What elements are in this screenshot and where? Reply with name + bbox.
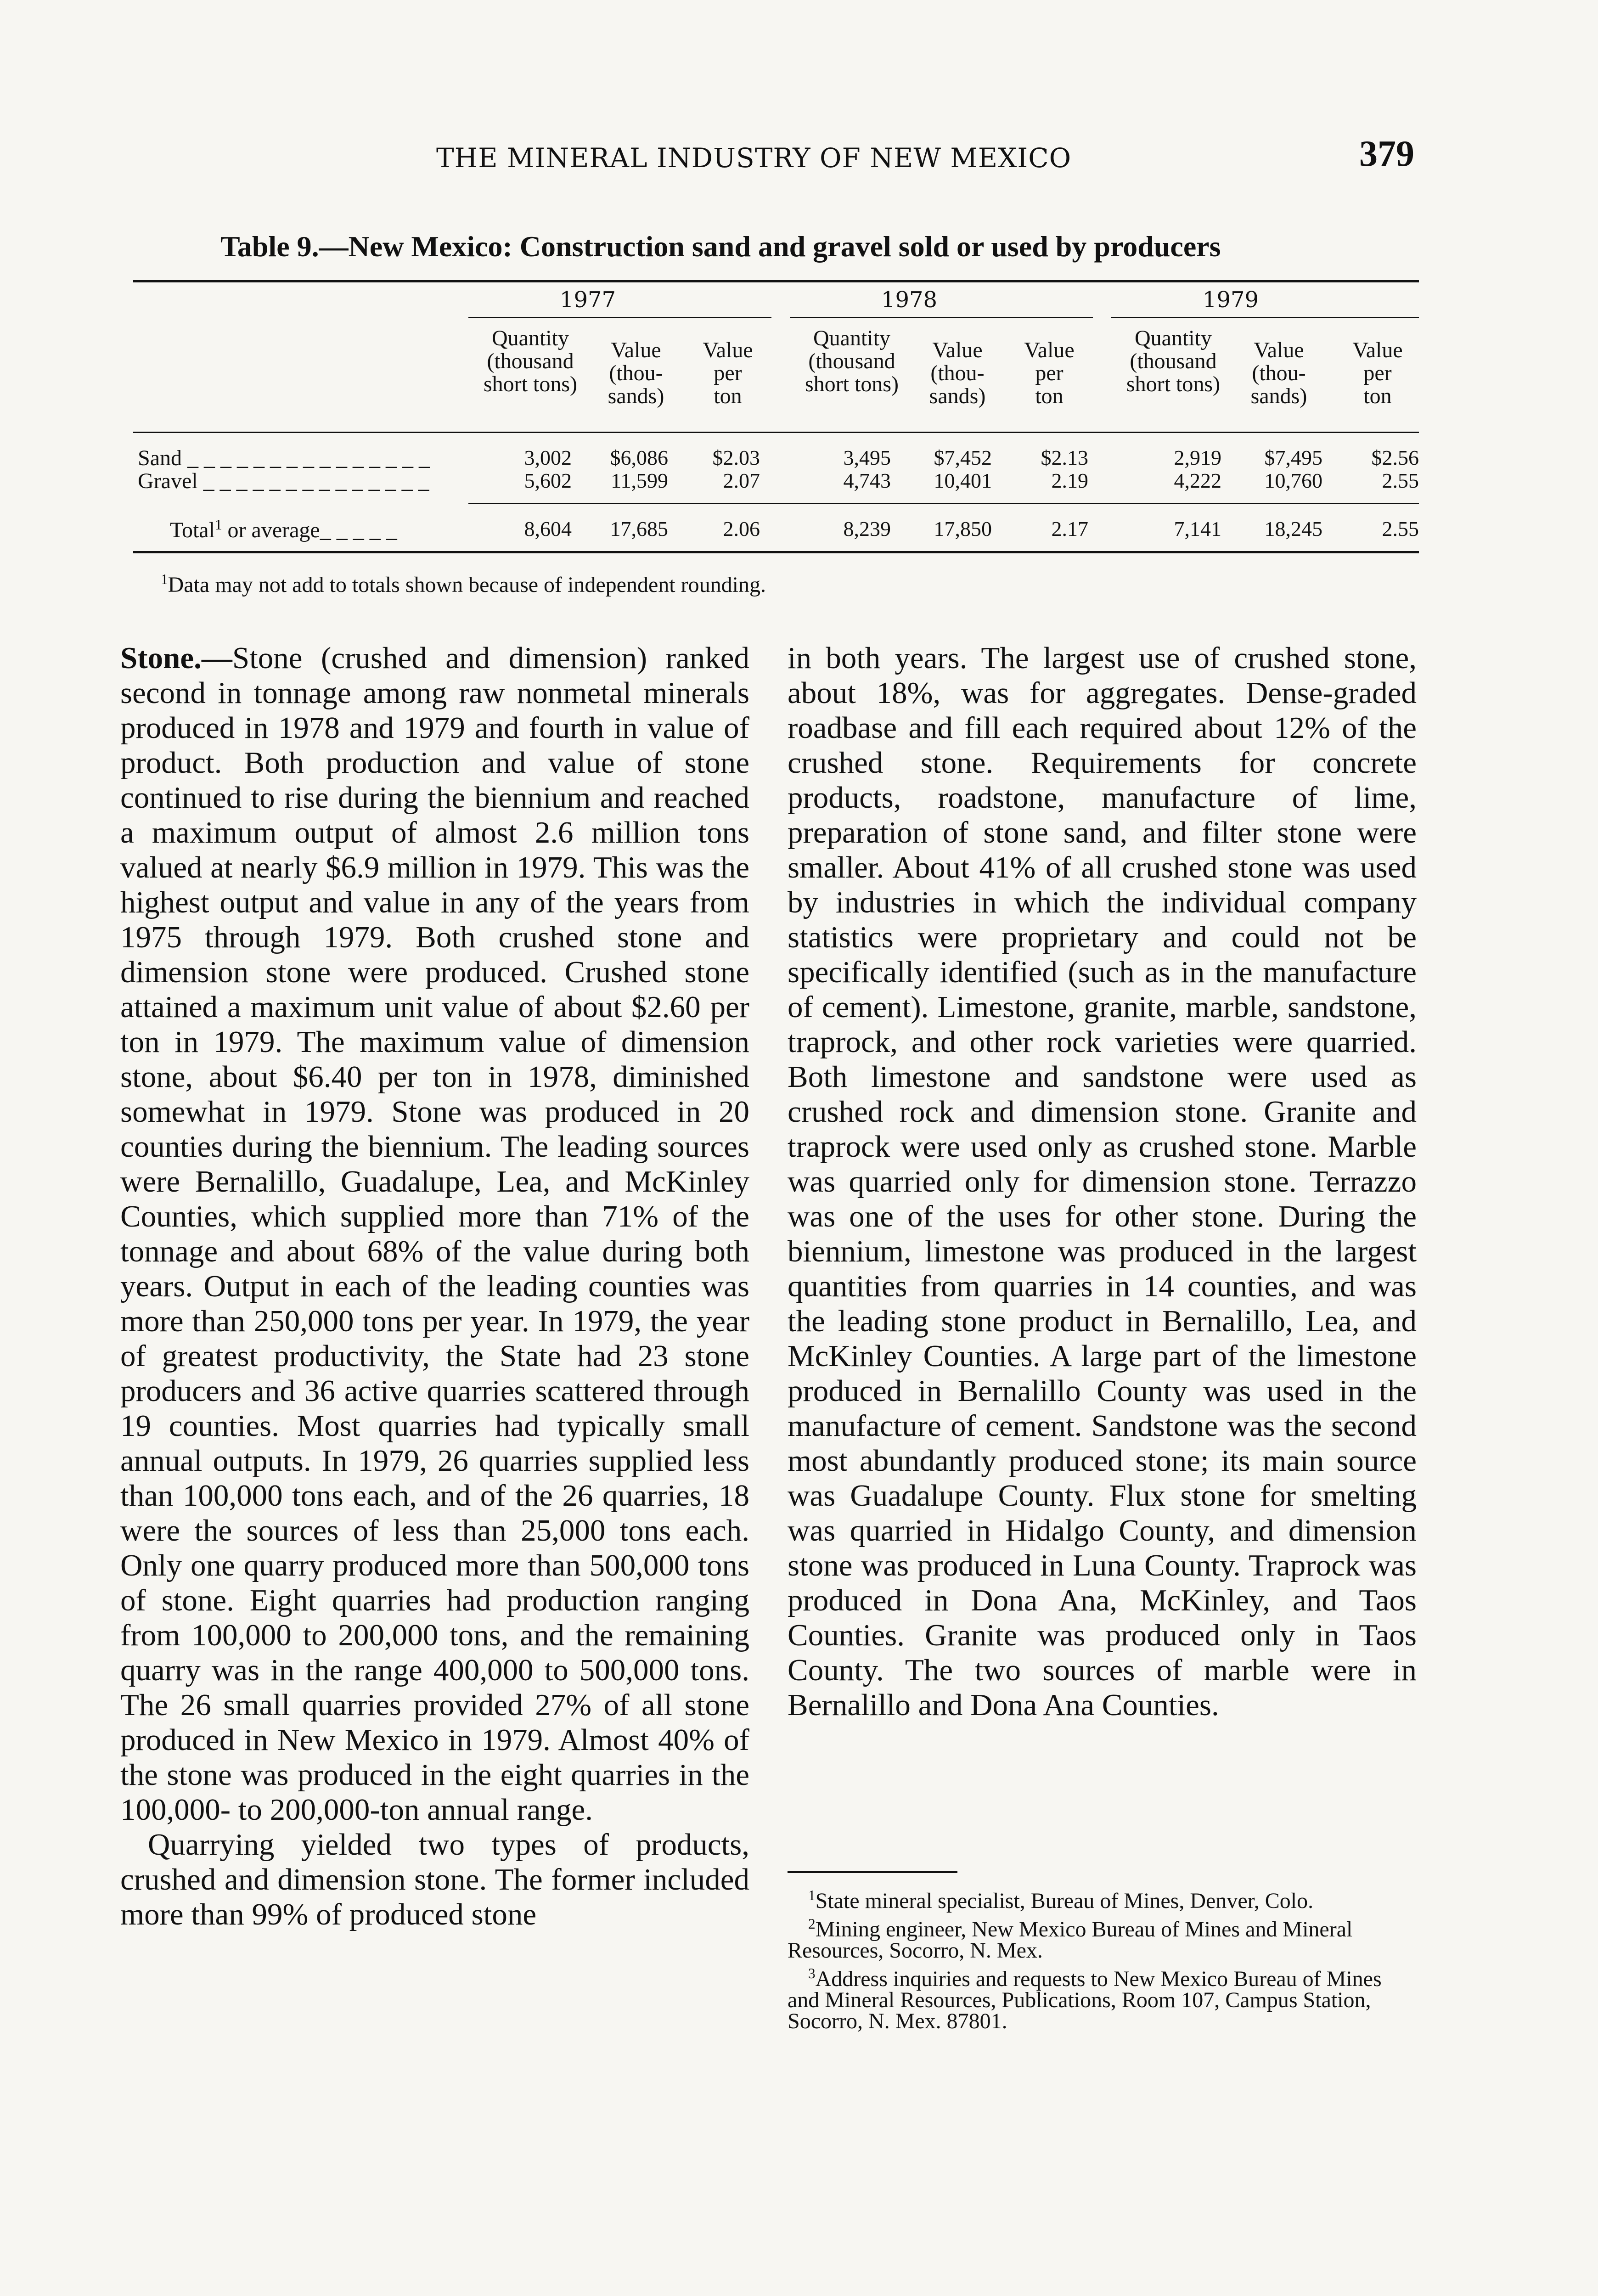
table-footnote: $^1$Data may not add to totals shown because of independent rounding. — [161, 571, 766, 597]
table-cell: 2.55 — [1382, 517, 1419, 540]
col-header-value-1978: Value (thou- sands) — [929, 338, 986, 408]
header-bottom-rule — [133, 432, 1419, 433]
table-cell: 8,239 — [843, 517, 891, 540]
footnotes — [788, 1885, 1417, 2034]
running-head: THE MINERAL INDUSTRY OF NEW MEXICO — [436, 142, 1072, 174]
page-number: 379 — [1359, 134, 1414, 174]
table-top-rule — [133, 280, 1419, 282]
body-column-right — [788, 641, 1417, 1722]
body-column-left — [120, 641, 749, 1932]
table-cell: $2.56 — [1371, 446, 1419, 469]
col-header-value-per-ton-1979: Value per ton — [1352, 338, 1403, 408]
table-cell: 10,401 — [934, 469, 992, 492]
table-cell: 11,599 — [611, 469, 668, 492]
table-cell: 10,760 — [1264, 469, 1322, 492]
col-header-value-1979: Value (thou- sands) — [1250, 338, 1307, 408]
year-1979-rule — [1111, 317, 1419, 318]
year-header-1978: 1978 — [881, 287, 938, 313]
row-label-gravel: Gravel _ _ _ _ _ _ _ _ _ _ _ _ _ _ — [138, 469, 429, 493]
table-cell: 2.06 — [723, 517, 760, 540]
footnote-rule — [788, 1871, 957, 1873]
col-header-value-per-ton-1978: Value per ton — [1024, 338, 1075, 408]
table-cell: 2.19 — [1051, 469, 1088, 492]
table-cell: 4,222 — [1174, 469, 1221, 492]
year-1978-rule — [790, 317, 1093, 318]
year-header-1977: 1977 — [559, 287, 616, 313]
table-cell: 4,743 — [843, 469, 891, 492]
table-cell: 2,919 — [1174, 446, 1221, 469]
table-cell: 18,245 — [1264, 517, 1322, 540]
table-cell: $7,452 — [934, 446, 992, 469]
table-cell: 3,495 — [843, 446, 891, 469]
table-cell: $2.13 — [1041, 446, 1088, 469]
total-rule — [468, 503, 1419, 504]
section-lead: Stone.— — [120, 641, 232, 675]
col-header-value-per-ton-1977: Value per ton — [703, 338, 753, 408]
table-cell: 17,850 — [934, 517, 992, 540]
row-label-sand: Sand _ _ _ _ _ _ _ _ _ _ _ _ _ _ _ — [138, 446, 430, 470]
footnote: $^3$Address inquiries and requests to New Mexico Bureau of Mines and Mineral Resources, Publications, Room 107, Campus Station, Socorro, N. Mex. 87801. — [788, 1965, 1382, 2033]
table-cell: 5,602 — [524, 469, 572, 492]
paragraph: Stone.—Stone (crushed and dimension) ranked second in tonnage among raw nonmetal minerals produced in 1978 and 1979 and fourth in value of product. Both production and value of stone continued to rise during the biennium and reached a maximum output of almost 2.6 million tons valued at nearly $6.9 million in 1979. This was the highest output and value in any of the years from 1975 through 1979. Both crushed stone and dimension stone were produced. Crushed stone attained a maximum unit value of about $2.60 per ton in 1979. The maximum value of dimension stone, about $6.40 per ton in 1978, diminished somewhat in 1979. Stone was produced in 20 counties during the biennium. The leading sources were Bernalillo, Guadalupe, Lea, and McKinley Counties, which supplied more than 71% of the tonnage and about 68% of the value during both years. Output in each of the leading counties was more than 250,000 tons per year. In 1979, the year of greatest productivity, the State had 23 stone producers and 36 active quarries scattered through 19 counties. Most quarries had typically small annual outputs. In 1979, 26 quarries supplied less than 100,000 tons each, and of the 26 quarries, 18 were the sources of less than 25,000 tons each. Only one quarry produced more than 500,000 tons of stone. Eight quarries had production ranging from 100,000 to 200,000 tons, and the remaining quarry was in the range 400,000 to 500,000 tons. The 26 small quarries provided 27% of all stone produced in New Mexico in 1979. Almost 40% of the stone was produced in the eight quarries in the 100,000- to 200,000-ton annual range. — [120, 641, 749, 1827]
paragraph: in both years. The largest use of crushed stone, about 18%, was for aggregates. Dense-graded roadbase and fill each required about 12% of the crushed stone. Requirements for concrete products, roadstone, manufacture of lime, preparation of stone sand, and filter stone were smaller. About 41% of all crushed stone was used by industries in which the individual company statistics were proprietary and could not be specifically identified (such as in the manufacture of cement). Limestone, granite, marble, sandstone, traprock, and other rock varieties were quarried. Both limestone and sandstone were used as crushed rock and dimension stone. Granite and traprock were used only as crushed stone. Marble was quarried only for dimension stone. Terrazzo was one of the uses for other stone. During the biennium, limestone was produced in the largest quantities from quarries in 14 counties, and was the leading stone product in Bernalillo, Lea, and McKinley Counties. A large part of the limestone produced in Bernalillo County was used in the manufacture of cement. Sandstone was the second most abundantly produced stone; its main source was Guadalupe County. Flux stone for smelting was quarried in Hidalgo County, and dimension stone was produced in Luna County. Traprock was produced in Dona Ana, McKinley, and Taos Counties. Granite was produced only in Taos County. The two sources of marble were in Bernalillo and Dona Ana Counties. — [788, 641, 1417, 1722]
year-header-1979: 1979 — [1202, 287, 1259, 313]
col-header-value-1977: Value (thou- sands) — [608, 338, 664, 408]
table-cell: $6,086 — [610, 446, 668, 469]
col-header-quantity-1978: Quantity (thousand short tons) — [805, 326, 899, 396]
row-label-total: Total$^1$ or average_ _ _ _ _ — [170, 517, 397, 542]
footnote: $^2$Mining engineer, New Mexico Bureau of Mines and Mineral Resources, Socorro, N. Mex. — [788, 1916, 1353, 1963]
table-cell: 7,141 — [1174, 517, 1221, 540]
table-title: Table 9.—New Mexico: Construction sand and gravel sold or used by producers — [220, 230, 1221, 263]
footnote: $^1$State mineral specialist, Bureau of Mines, Denver, Colo. — [808, 1887, 1314, 1913]
year-1977-rule — [468, 317, 771, 318]
table-cell: 2.17 — [1051, 517, 1088, 540]
col-header-quantity-1979: Quantity (thousand short tons) — [1126, 326, 1220, 396]
table-bottom-rule — [133, 551, 1419, 553]
table-cell: 2.55 — [1382, 469, 1419, 492]
table-cell: 17,685 — [610, 517, 668, 540]
table-cell: $7,495 — [1264, 446, 1322, 469]
paragraph: Quarrying yielded two types of products, crushed and dimension stone. The former included more than 99% of produced stone — [120, 1828, 749, 1931]
table-cell: $2.03 — [712, 446, 760, 469]
table-cell: 8,604 — [524, 517, 572, 540]
col-header-quantity-1977: Quantity (thousand short tons) — [484, 326, 577, 396]
table-cell: 3,002 — [524, 446, 572, 469]
table-cell: 2.07 — [723, 469, 760, 492]
